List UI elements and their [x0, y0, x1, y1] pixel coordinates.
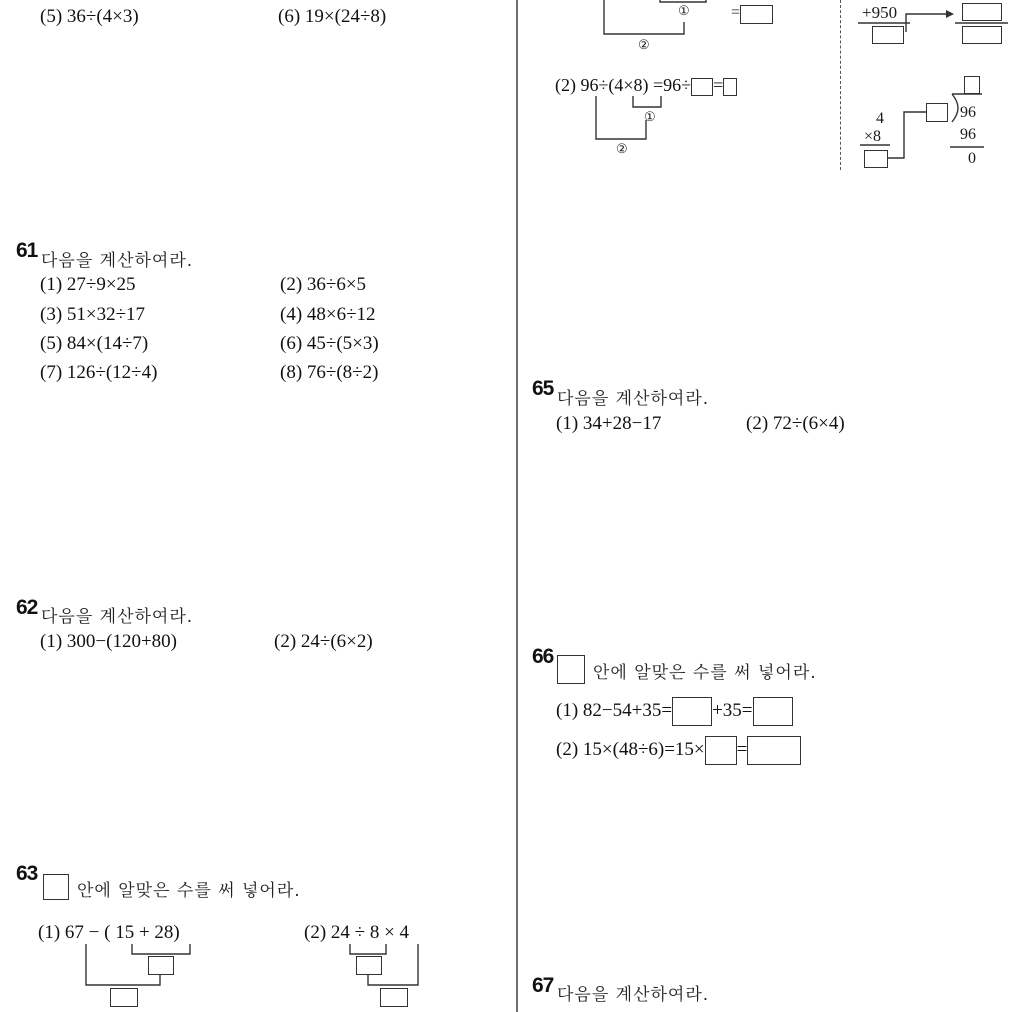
- question-number: 67: [532, 974, 554, 997]
- answer-box: [753, 697, 793, 726]
- blank-box-icon: [557, 655, 585, 684]
- answer-box: [672, 697, 712, 726]
- step-marker: ②: [616, 141, 628, 156]
- step-marker: ②: [638, 37, 650, 52]
- answer-box: [705, 736, 737, 765]
- problem-item: (2) 15×(48÷6)=15× =: [556, 736, 801, 765]
- problem-item: (5) 36÷(4×3): [40, 6, 139, 27]
- answer-box: [148, 956, 174, 975]
- dividend: 96: [960, 104, 976, 121]
- problem-item: (6) 45÷(5×3): [280, 333, 379, 354]
- problem-item: (7) 126÷(12÷4): [40, 362, 158, 383]
- problem-item: (2) 24 ÷ 8 × 4: [304, 922, 410, 943]
- question-number: 65: [532, 377, 554, 400]
- answer-box: [747, 736, 801, 765]
- problem-item: (4) 48×6÷12: [280, 304, 376, 325]
- answer-box: [110, 988, 138, 1007]
- question-title: 다음을 계산하여라.: [557, 985, 710, 1005]
- answer-box: [380, 988, 408, 1007]
- question-title: 다음을 계산하여라.: [41, 251, 194, 271]
- question-title: 다음을 계산하여라.: [557, 389, 710, 409]
- problem-item: (1) 82−54+35= +35=: [556, 697, 793, 726]
- problem-item: (2) 72÷(6×4): [746, 413, 845, 434]
- multiplicand: 4: [876, 110, 884, 127]
- answer-box: [356, 956, 382, 975]
- problem-item: (3) 51×32÷17: [40, 304, 146, 325]
- problem-item: (1) 27÷9×25: [40, 274, 136, 295]
- question-number: 61: [16, 239, 38, 262]
- problem-item: (8) 76÷(8÷2): [280, 362, 379, 383]
- step-marker: ①: [678, 3, 690, 18]
- question-number: 63: [16, 862, 38, 885]
- problem-item: (5) 84×(14÷7): [40, 333, 149, 354]
- question-number: 66: [532, 645, 554, 668]
- problem-item: (1) 34+28−17: [556, 413, 662, 434]
- question-title: 안에 알맞은 수를 써 넣어라.: [77, 881, 301, 901]
- remainder: 0: [968, 150, 976, 167]
- example-line: (2) 96÷(4×8) =96÷ =: [555, 75, 737, 96]
- multiplier: ×8: [864, 128, 882, 145]
- problem-item: (1) 67 − ( 15 + 28): [38, 922, 180, 943]
- equals-sign: =: [731, 4, 741, 21]
- question-title: 안에 알맞은 수를 써 넣어라.: [593, 663, 817, 683]
- addend-label: +950: [862, 3, 898, 22]
- step-marker: ①: [644, 109, 656, 124]
- problem-item: (1) 300−(120+80): [40, 631, 177, 652]
- question-title: 다음을 계산하여라.: [41, 607, 194, 627]
- question-number: 62: [16, 596, 38, 619]
- problem-item: (2) 36÷6×5: [280, 274, 367, 295]
- subtrahend: 96: [960, 126, 976, 143]
- problem-item: (2) 24÷(6×2): [274, 631, 373, 652]
- problem-item: (6) 19×(24÷8): [278, 6, 387, 27]
